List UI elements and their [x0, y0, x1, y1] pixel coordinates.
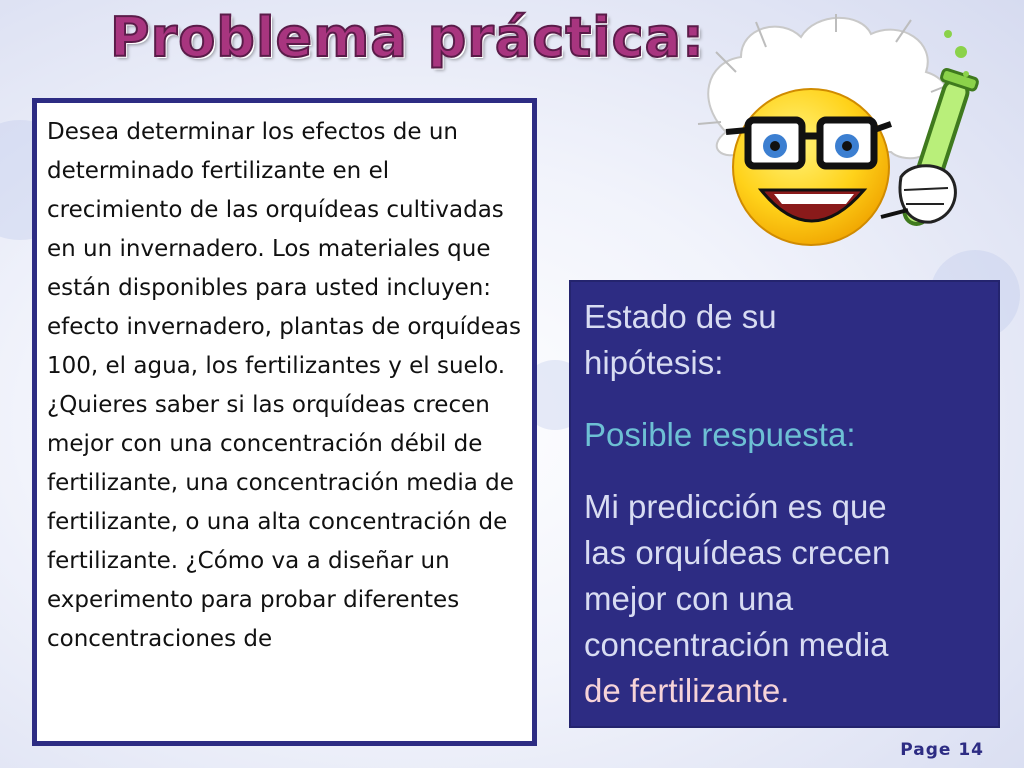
scientist-smiley-icon	[686, 12, 986, 274]
prediction-line: las orquídeas crecen	[584, 534, 891, 571]
prediction-line: concentración media	[584, 626, 889, 663]
slide-title: Problema práctica:	[110, 6, 705, 69]
page-number: Page 14	[900, 740, 984, 760]
problem-text-box	[32, 98, 537, 746]
hypothesis-prompt-line1: Estado de su	[584, 298, 777, 335]
hypothesis-answer-box	[569, 280, 1000, 728]
hypothesis-prompt-line2: hipótesis:	[584, 344, 724, 381]
prediction-line: mejor con una	[584, 580, 794, 617]
prediction-line: Mi predicción es que	[584, 488, 887, 525]
possible-answer-label: Posible respuesta:	[584, 416, 856, 453]
problem-statement: Desea determinar los efectos de un determinado fertilizante en el crecimiento de las orquídeas cultivadas en un invernadero. Los materiales que están disponibles para usted incluyen: efecto invernadero, plantas de orquídeas 100, el agua, los fertilizantes y el suelo. ¿Quieres saber si las orquídeas crecen mejor con una concentración débil de fertilizante, una concentración media de fertilizante, o una alta concentración de fertilizante. ¿Cómo va a diseñar un experimento para probar diferentes concentraciones de	[47, 119, 521, 652]
prediction-text	[584, 484, 994, 714]
prediction-overflow-line: de fertilizante.	[584, 672, 790, 709]
